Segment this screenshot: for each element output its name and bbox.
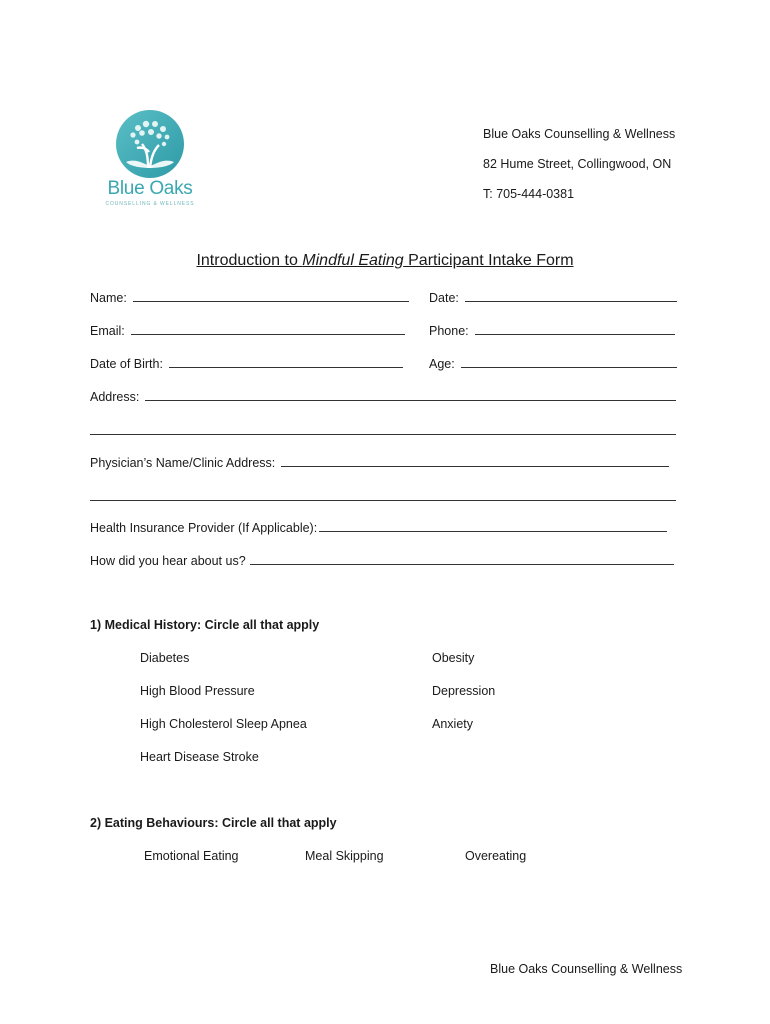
address-label: Address:	[90, 390, 140, 404]
date-field[interactable]	[429, 289, 677, 305]
title-before: Introduction to	[196, 252, 303, 269]
age-label: Age:	[429, 357, 455, 371]
logo-subtitle: COUNSELLING & WELLNESS	[105, 201, 195, 207]
age-line[interactable]	[461, 355, 677, 368]
address-field[interactable]	[90, 388, 676, 404]
title-emphasis: Mindful Eating	[302, 252, 404, 269]
heard-field[interactable]	[90, 552, 674, 568]
age-field[interactable]	[429, 355, 677, 371]
name-label: Name:	[90, 291, 127, 305]
email-field[interactable]	[90, 322, 405, 338]
medical-option[interactable]: Depression	[432, 684, 496, 698]
heard-label: How did you hear about us?	[90, 554, 246, 568]
header-phone: T: 705-444-0381	[483, 187, 575, 201]
tree-icon	[92, 100, 208, 180]
address-line-2[interactable]	[90, 434, 676, 435]
name-line[interactable]	[133, 289, 409, 302]
medical-option[interactable]: Heart Disease Stroke	[140, 750, 259, 764]
logo-wordmark: Blue Oaks	[107, 178, 193, 199]
logo	[92, 100, 208, 218]
title-after: Participant Intake Form	[403, 252, 574, 269]
insurance-line[interactable]	[319, 519, 667, 532]
eating-heading: 2) Eating Behaviours: Circle all that apply	[90, 816, 337, 830]
header-street: 82 Hume Street, Collingwood, ON	[483, 157, 672, 171]
eating-option[interactable]: Meal Skipping	[305, 849, 384, 863]
header-org: Blue Oaks Counselling & Wellness	[483, 127, 676, 141]
phone-line[interactable]	[475, 322, 675, 335]
phone-label: Phone:	[429, 324, 469, 338]
physician-line[interactable]	[281, 454, 669, 467]
medical-option[interactable]: Diabetes	[140, 651, 190, 665]
physician-field[interactable]	[90, 454, 669, 470]
eating-option[interactable]: Emotional Eating	[144, 849, 239, 863]
medical-heading: 1) Medical History: Circle all that apply	[90, 618, 320, 632]
dob-label: Date of Birth:	[90, 357, 163, 371]
eating-option[interactable]: Overeating	[465, 849, 527, 863]
medical-option[interactable]: Obesity	[432, 651, 475, 665]
medical-option[interactable]: High Cholesterol Sleep Apnea	[140, 717, 307, 731]
physician-label: Physician’s Name/Clinic Address:	[90, 456, 276, 470]
phone-field[interactable]	[429, 322, 675, 338]
insurance-field[interactable]	[90, 519, 667, 535]
insurance-label: Health Insurance Provider (If Applicable):	[90, 521, 318, 535]
heard-line[interactable]	[250, 552, 674, 565]
medical-option[interactable]: High Blood Pressure	[140, 684, 255, 698]
date-label: Date:	[429, 291, 459, 305]
dob-line[interactable]	[169, 355, 403, 368]
physician-line-2[interactable]	[90, 500, 676, 501]
footer-org: Blue Oaks Counselling & Wellness	[490, 962, 683, 976]
date-line[interactable]	[465, 289, 677, 302]
address-line[interactable]	[145, 388, 676, 401]
name-field[interactable]	[90, 289, 409, 305]
dob-field[interactable]	[90, 355, 403, 371]
form-title	[0, 252, 770, 270]
email-line[interactable]	[131, 322, 405, 335]
medical-option[interactable]: Anxiety	[432, 717, 473, 731]
email-label: Email:	[90, 324, 125, 338]
